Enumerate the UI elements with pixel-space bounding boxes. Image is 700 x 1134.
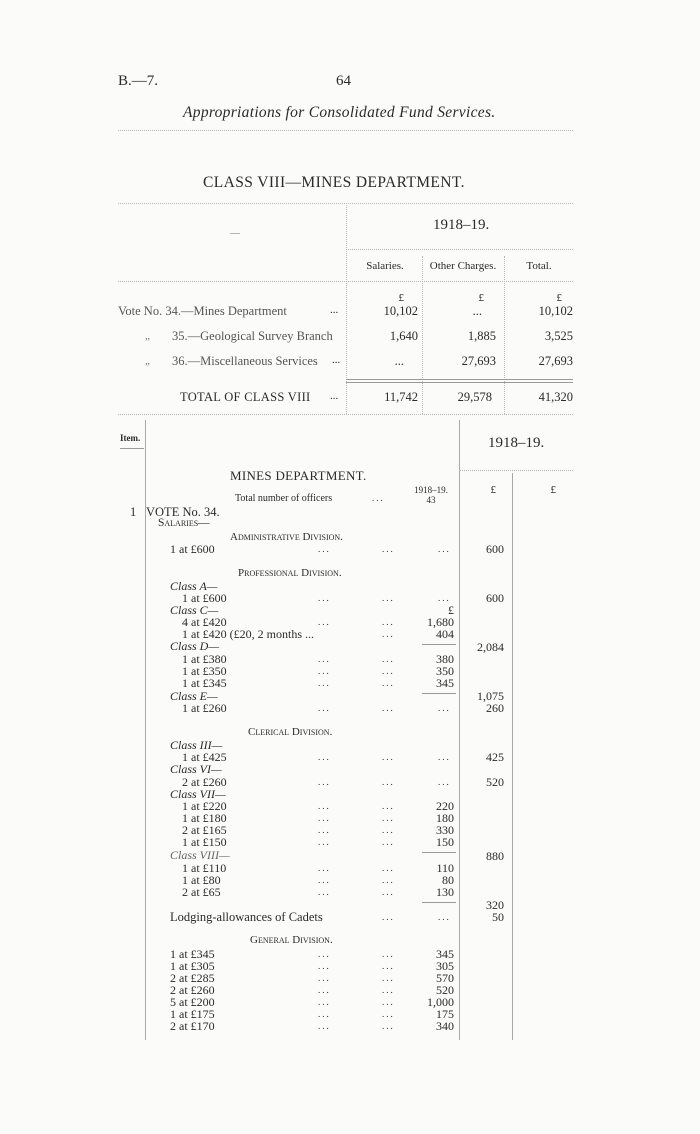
class-heading: Class D— bbox=[170, 639, 220, 653]
line-amount: 520 bbox=[436, 983, 454, 997]
line-label: 1 at £80 bbox=[182, 873, 221, 887]
line-amount: 380 bbox=[436, 652, 454, 666]
summary-row-salaries: ... bbox=[394, 354, 404, 368]
summary-row-salaries: 1,640 bbox=[389, 329, 418, 343]
summary-year-rule bbox=[346, 249, 573, 250]
subtotal-rule bbox=[422, 644, 456, 645]
line-total: 600 bbox=[486, 591, 504, 605]
leader-dots: ... bbox=[382, 997, 395, 1007]
leader-dots: ... bbox=[318, 997, 331, 1007]
summary-total-salaries: 11,742 bbox=[384, 390, 418, 404]
line-label: 1 at £420 (£20, 2 months ... bbox=[182, 627, 314, 641]
line-amount: 180 bbox=[436, 811, 454, 825]
summary-total-rule-2 bbox=[346, 382, 573, 383]
line-label: 1 at £305 bbox=[170, 959, 215, 973]
summary-total-label: TOTAL OF CLASS VIII bbox=[180, 390, 311, 404]
pound-sign: £ bbox=[448, 603, 454, 617]
line-label: 2 at £260 bbox=[170, 983, 215, 997]
class-heading: Class E— bbox=[170, 689, 218, 703]
line-label: 1 at £350 bbox=[182, 664, 227, 678]
leader-dots: ... bbox=[382, 887, 395, 897]
class-total: 320 bbox=[486, 898, 504, 912]
leader-dots: ... bbox=[382, 949, 395, 959]
line-amount: 340 bbox=[436, 1019, 454, 1033]
leader-dots: ... bbox=[318, 666, 331, 676]
subtotal-rule bbox=[422, 902, 456, 903]
line-label: 1 at £110 bbox=[182, 861, 227, 875]
leader-dots: ... bbox=[372, 493, 385, 503]
summary-row-label: 35.—Geological Survey Branch bbox=[172, 329, 333, 343]
header-rule bbox=[118, 130, 573, 131]
sum-pound-3: £ bbox=[556, 292, 562, 304]
leader-dots: ... bbox=[318, 875, 331, 885]
division-heading: Administrative Division. bbox=[230, 531, 343, 543]
line-label: 2 at £170 bbox=[170, 1019, 215, 1033]
summary-col-divider-2 bbox=[422, 256, 423, 414]
leader-dots: ... bbox=[382, 654, 395, 664]
salaries-heading: Salaries— bbox=[158, 517, 210, 529]
line-amount: 175 bbox=[436, 1007, 454, 1021]
leader-dots: ... bbox=[382, 973, 395, 983]
class-heading: Class VI— bbox=[170, 762, 222, 776]
summary-col-divider-3 bbox=[504, 256, 505, 414]
page-subtitle: Appropriations for Consolidated Fund Services. bbox=[183, 104, 496, 121]
line-total: 260 bbox=[486, 701, 504, 715]
line-label: 5 at £200 bbox=[170, 995, 215, 1009]
line-amount: 220 bbox=[436, 799, 454, 813]
leader-dots: ... bbox=[318, 777, 331, 787]
leader-dots: ... bbox=[382, 1009, 395, 1019]
summary-row-total: 10,102 bbox=[538, 304, 573, 318]
leader-dots: ... bbox=[382, 863, 395, 873]
line-label: 1 at £600 bbox=[170, 542, 215, 556]
line-amount: 80 bbox=[442, 873, 454, 887]
line-label: 1 at £345 bbox=[170, 947, 215, 961]
summary-total-other: 29,578 bbox=[457, 390, 492, 404]
officers-label: Total number of officers bbox=[235, 493, 333, 504]
class-total: 880 bbox=[486, 849, 504, 863]
detail-year: 1918–19. bbox=[488, 435, 545, 451]
summary-row-label: 36.—Miscellaneous Services bbox=[172, 354, 318, 368]
line-amount: 1,680 bbox=[427, 615, 454, 629]
leader-dots: ... bbox=[318, 985, 331, 995]
line-total: 50 bbox=[492, 910, 504, 924]
line-amount: 110 bbox=[436, 861, 454, 875]
detail-pound-2: £ bbox=[550, 484, 556, 496]
detail-year-rule bbox=[459, 470, 573, 471]
detail-mid-rule bbox=[459, 420, 460, 1040]
class-total: 2,084 bbox=[477, 640, 504, 654]
ditto-mark: „ bbox=[145, 330, 150, 342]
class-title: CLASS VIII—MINES DEPARTMENT. bbox=[203, 174, 465, 191]
leader-dots: ... bbox=[382, 666, 395, 676]
leader-dots: ... bbox=[318, 617, 331, 627]
lodging-label: Lodging-allowances of Cadets bbox=[170, 910, 323, 924]
item-header: Item. bbox=[120, 433, 141, 443]
leader-dots: ... bbox=[318, 973, 331, 983]
summary-row-lead: ... bbox=[332, 354, 341, 366]
line-amount: 570 bbox=[436, 971, 454, 985]
line-label: 1 at £345 bbox=[182, 676, 227, 690]
sum-pound-2: £ bbox=[478, 292, 484, 304]
leader-dots: ... bbox=[318, 825, 331, 835]
leader-dots: ... bbox=[382, 617, 395, 627]
class-heading: Class A— bbox=[170, 579, 218, 593]
line-total: 600 bbox=[486, 542, 504, 556]
class-heading: Class VII— bbox=[170, 787, 226, 801]
summary-row-other: 27,693 bbox=[461, 354, 496, 368]
leader-dots: ... bbox=[438, 912, 451, 922]
officers-year: 1918–19. bbox=[414, 485, 448, 495]
leader-dots: ... bbox=[318, 961, 331, 971]
leader-dots: ... bbox=[318, 1021, 331, 1031]
line-amount: 345 bbox=[436, 947, 454, 961]
line-label: 1 at £600 bbox=[182, 591, 227, 605]
detail-col-rule bbox=[512, 473, 513, 1040]
leader-dots: ... bbox=[438, 752, 451, 762]
leader-dots: ... bbox=[382, 593, 395, 603]
leader-dots: ... bbox=[318, 678, 331, 688]
leader-dots: ... bbox=[438, 777, 451, 787]
col-total-header: Total. bbox=[526, 260, 552, 272]
leader-dots: ... bbox=[382, 813, 395, 823]
class-total: 1,075 bbox=[477, 689, 504, 703]
line-total: 425 bbox=[486, 750, 504, 764]
line-label: 1 at £425 bbox=[182, 750, 227, 764]
summary-year: 1918–19. bbox=[433, 217, 490, 233]
summary-total-lead: ... bbox=[330, 390, 339, 402]
leader-dots: ... bbox=[382, 837, 395, 847]
ditto-mark: „ bbox=[145, 355, 150, 367]
summary-row-salaries: 10,102 bbox=[383, 304, 418, 318]
col-other-header: Other Charges. bbox=[429, 260, 497, 272]
line-label: 1 at £150 bbox=[182, 835, 227, 849]
leader-dots: ... bbox=[318, 654, 331, 664]
line-amount: 350 bbox=[436, 664, 454, 678]
summary-row-lead: ... bbox=[330, 304, 339, 316]
leader-dots: ... bbox=[318, 801, 331, 811]
leader-dots: ... bbox=[318, 593, 331, 603]
line-label: 2 at £65 bbox=[182, 885, 221, 899]
item-number: 1 bbox=[130, 505, 137, 519]
summary-row-other: ... bbox=[472, 304, 482, 318]
leader-dots: ... bbox=[318, 837, 331, 847]
summary-total-total: 41,320 bbox=[538, 390, 573, 404]
leader-dots: ... bbox=[382, 875, 395, 885]
leader-dots: ... bbox=[382, 1021, 395, 1031]
line-amount: 345 bbox=[436, 676, 454, 690]
leader-dots: ... bbox=[382, 544, 395, 554]
summary-row-other: 1,885 bbox=[467, 329, 496, 343]
subtotal-rule bbox=[422, 693, 456, 694]
line-label: 2 at £285 bbox=[170, 971, 215, 985]
line-amount: 305 bbox=[436, 959, 454, 973]
summary-row-total: 3,525 bbox=[544, 329, 573, 343]
officers-count: 43 bbox=[426, 495, 436, 505]
leader-dots: ... bbox=[382, 801, 395, 811]
leader-dots: ... bbox=[318, 887, 331, 897]
division-heading: Clerical Division. bbox=[248, 726, 333, 738]
line-label: 1 at £380 bbox=[182, 652, 227, 666]
summary-bottom-rule bbox=[118, 414, 573, 415]
page-number: 64 bbox=[336, 73, 351, 89]
leader-dots: ... bbox=[318, 544, 331, 554]
leader-dots: ... bbox=[438, 544, 451, 554]
leader-dots: ... bbox=[438, 703, 451, 713]
leader-dots: ... bbox=[382, 752, 395, 762]
line-label: 1 at £175 bbox=[170, 1007, 215, 1021]
dept-title: MINES DEPARTMENT. bbox=[230, 468, 367, 483]
sum-pound-1: £ bbox=[398, 292, 404, 304]
division-heading: General Division. bbox=[250, 934, 333, 946]
division-heading: Professional Division. bbox=[238, 567, 342, 579]
summary-row-label: Vote No. 34.—Mines Department bbox=[118, 304, 287, 318]
line-label: 1 at £180 bbox=[182, 811, 227, 825]
class-heading: Class VIII— bbox=[170, 848, 230, 862]
line-amount: 404 bbox=[436, 627, 454, 641]
leader-dots: ... bbox=[382, 961, 395, 971]
item-header-rule bbox=[120, 448, 144, 449]
line-label: 2 at £165 bbox=[182, 823, 227, 837]
leader-dots: ... bbox=[382, 629, 395, 639]
detail-pound-1: £ bbox=[490, 484, 496, 496]
leader-dots: ... bbox=[382, 703, 395, 713]
line-amount: 330 bbox=[436, 823, 454, 837]
line-label: 2 at £260 bbox=[182, 775, 227, 789]
leader-dots: ... bbox=[382, 777, 395, 787]
line-amount: 1,000 bbox=[427, 995, 454, 1009]
summary-row-total: 27,693 bbox=[538, 354, 573, 368]
summary-total-rule bbox=[346, 379, 573, 380]
class-heading: Class C— bbox=[170, 603, 219, 617]
line-amount: 130 bbox=[436, 885, 454, 899]
summary-header-rule bbox=[118, 281, 573, 282]
line-label: 4 at £420 bbox=[182, 615, 227, 629]
leader-dots: ... bbox=[318, 752, 331, 762]
page-ref: B.—7. bbox=[118, 73, 159, 89]
leader-dots: ... bbox=[318, 949, 331, 959]
leader-dots: ... bbox=[318, 703, 331, 713]
summary-dash: — bbox=[230, 228, 240, 239]
line-total: 520 bbox=[486, 775, 504, 789]
leader-dots: ... bbox=[382, 985, 395, 995]
col-salaries-header: Salaries. bbox=[366, 260, 404, 272]
leader-dots: ... bbox=[382, 678, 395, 688]
leader-dots: ... bbox=[318, 863, 331, 873]
leader-dots: ... bbox=[438, 593, 451, 603]
class-heading: Class III— bbox=[170, 738, 223, 752]
leader-dots: ... bbox=[318, 1009, 331, 1019]
leader-dots: ... bbox=[382, 912, 395, 922]
line-label: 1 at £220 bbox=[182, 799, 227, 813]
vote-label: VOTE No. 34. bbox=[146, 505, 220, 519]
leader-dots: ... bbox=[318, 813, 331, 823]
line-label: 1 at £260 bbox=[182, 701, 227, 715]
subtotal-rule bbox=[422, 852, 456, 853]
leader-dots: ... bbox=[382, 825, 395, 835]
line-amount: 150 bbox=[436, 835, 454, 849]
